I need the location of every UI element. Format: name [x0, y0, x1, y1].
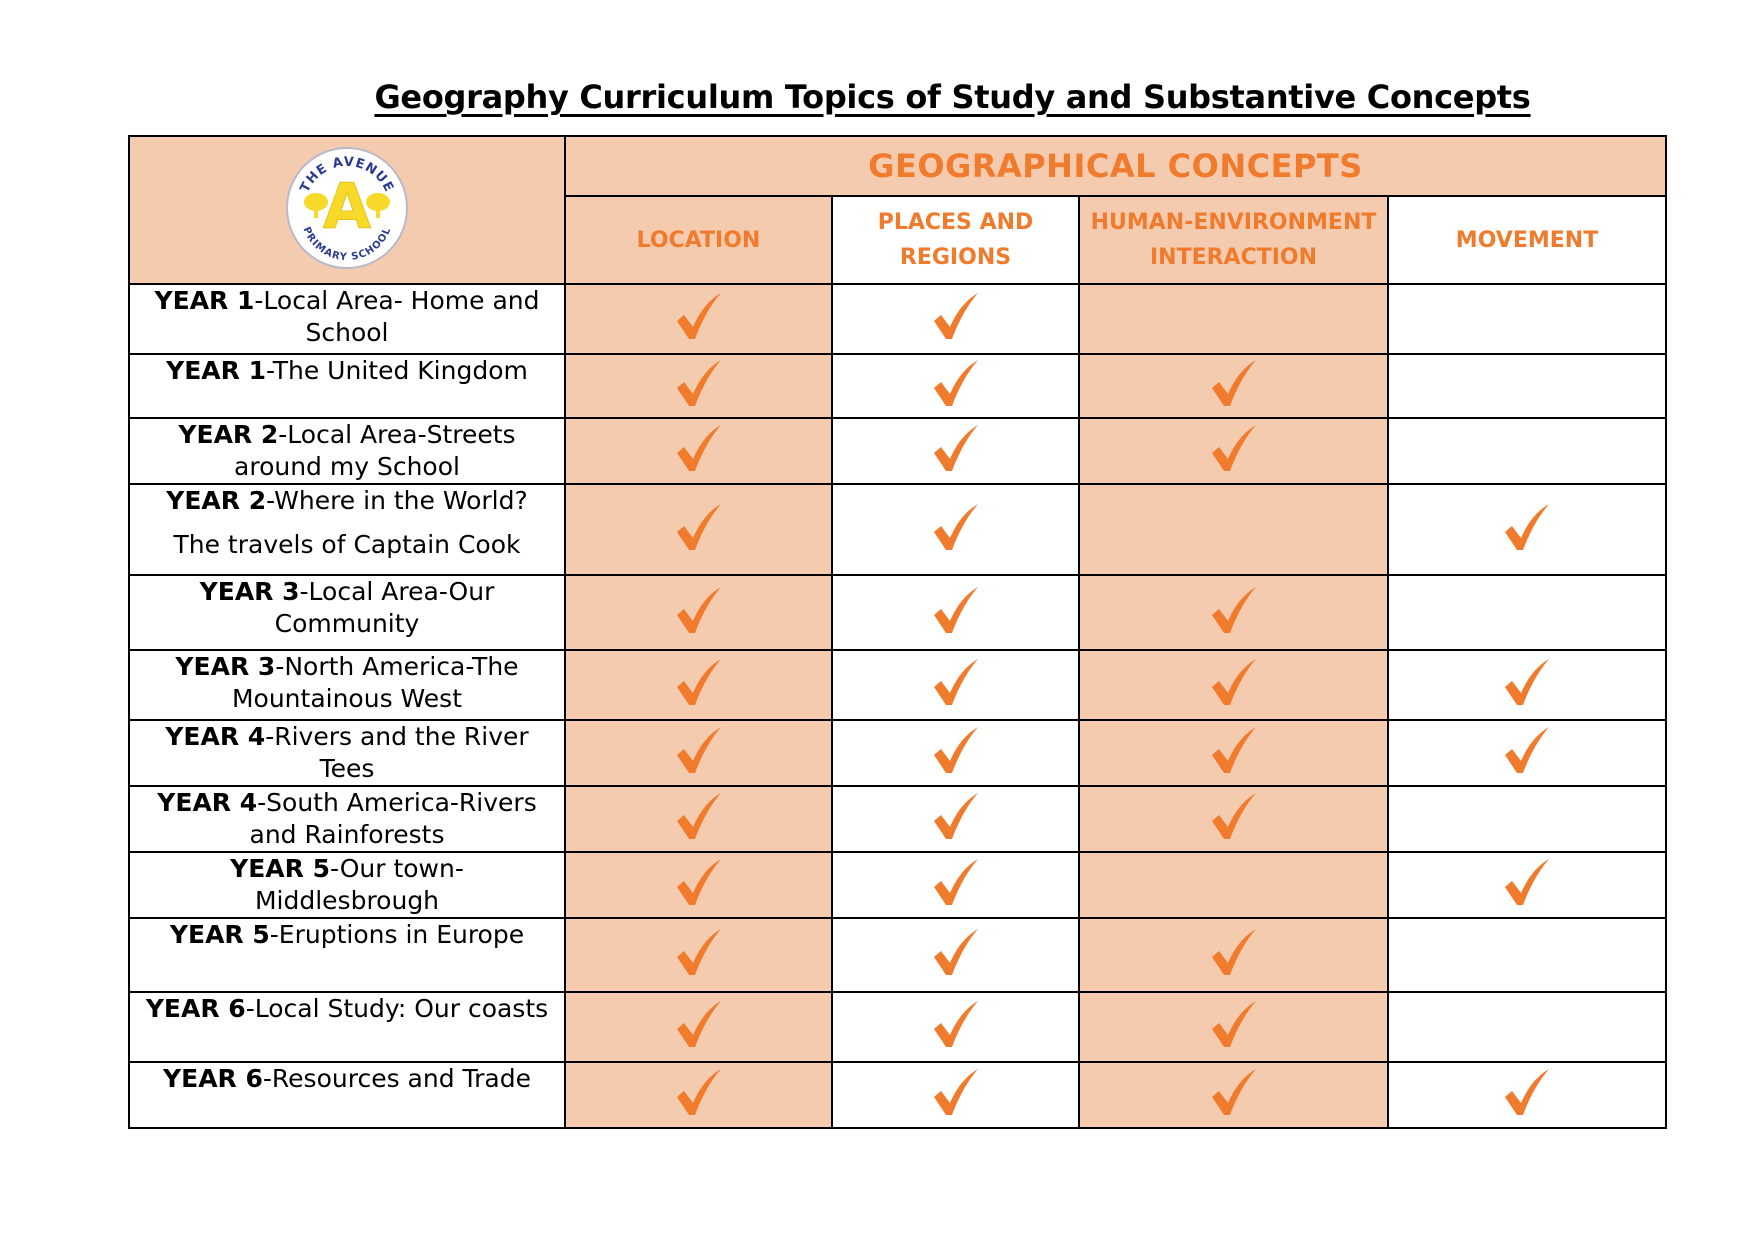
year-label: YEAR 2: [166, 486, 267, 515]
year-label: YEAR 2: [178, 420, 279, 449]
topic-cell: [129, 992, 565, 1062]
checkmark-icon: [673, 657, 725, 709]
topic-cell: [129, 720, 565, 786]
logo-top-text: THE AVENUE: [297, 154, 397, 195]
curriculum-table: [128, 135, 1667, 1129]
table-row: [129, 918, 1666, 992]
year-label: YEAR 4: [165, 722, 266, 751]
checkmark-icon: [930, 502, 982, 554]
topic-title: -Local Area- Home and: [254, 286, 540, 315]
concept-cell: [832, 354, 1079, 418]
topic-cell: [129, 1062, 565, 1128]
checkmark-icon: [1208, 927, 1260, 979]
concept-cell: [832, 284, 1079, 354]
topic-cell: [129, 786, 565, 852]
table-row: [129, 786, 1666, 852]
concept-cell: [1388, 720, 1666, 786]
checkmark-icon: [930, 358, 982, 410]
concept-cell: [1079, 852, 1388, 918]
topic-title: -Resources and Trade: [262, 1064, 531, 1093]
checkmark-icon: [930, 585, 982, 637]
concept-cell: [565, 418, 832, 484]
checkmark-icon: [930, 857, 982, 909]
concept-cell: [832, 484, 1079, 575]
table-row: [129, 484, 1666, 575]
logo-cell: [129, 136, 565, 284]
topic-title: -Eruptions in Europe: [269, 920, 525, 949]
concept-cell: [1079, 992, 1388, 1062]
checkmark-icon: [1208, 725, 1260, 777]
year-label: YEAR 6: [145, 994, 246, 1023]
topic-title: -Local Area-Our: [299, 577, 495, 606]
concept-cell: [832, 786, 1079, 852]
topic-cell: [129, 575, 565, 650]
table-row: [129, 284, 1666, 354]
concept-cell: [1388, 918, 1666, 992]
topic-title: -Local Area-Streets: [278, 420, 516, 449]
concept-cell: [832, 418, 1079, 484]
column-header-human-environment-interaction: [1079, 196, 1388, 284]
table-row: [129, 650, 1666, 720]
checkmark-icon: [930, 999, 982, 1051]
concept-cell: [1388, 354, 1666, 418]
year-label: YEAR 5: [230, 854, 330, 883]
checkmark-icon: [673, 1067, 725, 1119]
column-label: LOCATION: [636, 227, 761, 253]
topic-cell: [129, 650, 565, 720]
page-title: Geography Curriculum Topics of Study and Substantive Concepts: [374, 78, 1531, 116]
concept-cell: [565, 284, 832, 354]
checkmark-icon: [1208, 657, 1260, 709]
table-row: [129, 575, 1666, 650]
column-label: HUMAN-ENVIRONMENT: [1090, 210, 1377, 235]
topic-cell: [129, 852, 565, 918]
topic-cell: [129, 418, 565, 484]
year-label: YEAR 5: [169, 920, 270, 949]
column-header-location: [565, 196, 832, 284]
concepts-header: GEOGRAPHICAL CONCEPTS: [565, 136, 1666, 196]
checkmark-icon: [930, 927, 982, 979]
checkmark-icon: [1501, 725, 1553, 777]
year-label: YEAR 3: [199, 577, 300, 606]
column-label: MOVEMENT: [1455, 227, 1599, 253]
concept-cell: [1388, 284, 1666, 354]
concept-cell: [565, 852, 832, 918]
concept-cell: [565, 575, 832, 650]
topic-cell: [129, 484, 565, 575]
concept-cell: [832, 852, 1079, 918]
table-row: [129, 354, 1666, 418]
concept-cell: [832, 992, 1079, 1062]
concept-cell: [565, 992, 832, 1062]
checkmark-icon: [673, 927, 725, 979]
topic-cell: [129, 918, 565, 992]
concept-cell: [565, 786, 832, 852]
topic-title: -South America-Rivers: [257, 788, 537, 817]
concept-cell: [565, 650, 832, 720]
year-label: YEAR 1: [166, 356, 267, 385]
column-header-places-and-regions: [832, 196, 1079, 284]
topic-title-line2: School: [305, 318, 389, 347]
checkmark-icon: [1501, 657, 1553, 709]
topic-title-line2: Middlesbrough: [254, 886, 440, 915]
column-label-line2: INTERACTION: [1149, 245, 1318, 270]
concept-cell: [1388, 786, 1666, 852]
checkmark-icon: [673, 423, 725, 475]
topic-cell: [129, 284, 565, 354]
concept-cell: [565, 720, 832, 786]
checkmark-icon: [1208, 358, 1260, 410]
header-row: [129, 136, 1666, 196]
concept-cell: [1079, 484, 1388, 575]
checkmark-icon: [1208, 585, 1260, 637]
checkmark-icon: [673, 791, 725, 843]
topic-title: -Local Study: Our coasts: [245, 994, 549, 1023]
topic-title-line2: and Rainforests: [249, 820, 445, 849]
concept-cell: [1388, 650, 1666, 720]
column-label-line2: REGIONS: [899, 245, 1012, 270]
column-header-movement: [1388, 196, 1666, 284]
school-logo: [283, 144, 411, 272]
concept-cell: [1079, 786, 1388, 852]
checkmark-icon: [1501, 1067, 1553, 1119]
concept-cell: [1079, 418, 1388, 484]
topic-title-line2: Mountainous West: [231, 684, 463, 713]
concept-cell: [1388, 575, 1666, 650]
topic-title-line2: The travels of Captain Cook: [173, 530, 521, 559]
table-row: [129, 992, 1666, 1062]
concept-cell: [1079, 575, 1388, 650]
topic-cell: [129, 354, 565, 418]
concept-cell: [832, 575, 1079, 650]
concept-cell: [1388, 992, 1666, 1062]
concept-cell: [1388, 1062, 1666, 1128]
checkmark-icon: [930, 725, 982, 777]
concept-cell: [1079, 918, 1388, 992]
concept-cell: [1079, 354, 1388, 418]
checkmark-icon: [673, 999, 725, 1051]
concept-cell: [1079, 284, 1388, 354]
topic-title: -Our town-: [330, 854, 464, 883]
topic-title: -Where in the World?: [266, 486, 528, 515]
checkmark-icon: [673, 857, 725, 909]
checkmark-icon: [673, 585, 725, 637]
concept-cell: [1079, 650, 1388, 720]
column-label: PLACES AND: [877, 210, 1034, 235]
concept-cell: [1388, 418, 1666, 484]
concept-cell: [832, 650, 1079, 720]
topic-title: -Rivers and the River: [265, 722, 529, 751]
checkmark-icon: [673, 358, 725, 410]
table-row: [129, 418, 1666, 484]
table-row: [129, 720, 1666, 786]
checkmark-icon: [930, 291, 982, 343]
topic-title-line2: Community: [274, 609, 420, 638]
concept-cell: [565, 484, 832, 575]
checkmark-icon: [1208, 791, 1260, 843]
year-label: YEAR 4: [157, 788, 258, 817]
concept-cell: [1079, 720, 1388, 786]
checkmark-icon: [930, 657, 982, 709]
checkmark-icon: [673, 725, 725, 777]
topic-title: -North America-The: [275, 652, 519, 681]
year-label: YEAR 3: [175, 652, 276, 681]
table-row: [129, 852, 1666, 918]
topic-title-line2: around my School: [234, 452, 460, 481]
checkmark-icon: [1208, 1067, 1260, 1119]
logo-bottom-text: PRIMARY SCHOOL: [300, 225, 394, 264]
concept-cell: [832, 1062, 1079, 1128]
topic-title: -The United Kingdom: [266, 356, 528, 385]
topic-title-line2: Tees: [319, 754, 375, 783]
concept-cell: [565, 918, 832, 992]
table-row: [129, 1062, 1666, 1128]
checkmark-icon: [930, 1067, 982, 1119]
checkmark-icon: [1501, 502, 1553, 554]
checkmark-icon: [930, 423, 982, 475]
checkmark-icon: [930, 791, 982, 843]
concept-cell: [832, 720, 1079, 786]
concept-cell: [1079, 1062, 1388, 1128]
year-label: YEAR 6: [163, 1064, 263, 1093]
checkmark-icon: [673, 502, 725, 554]
logo-letter: A: [323, 170, 371, 243]
checkmark-icon: [1501, 857, 1553, 909]
concept-cell: [565, 1062, 832, 1128]
concept-cell: [565, 354, 832, 418]
concept-cell: [1388, 852, 1666, 918]
checkmark-icon: [1208, 999, 1260, 1051]
concept-cell: [832, 918, 1079, 992]
checkmark-icon: [1208, 423, 1260, 475]
year-label: YEAR 1: [154, 286, 255, 315]
checkmark-icon: [673, 291, 725, 343]
concept-cell: [1388, 484, 1666, 575]
